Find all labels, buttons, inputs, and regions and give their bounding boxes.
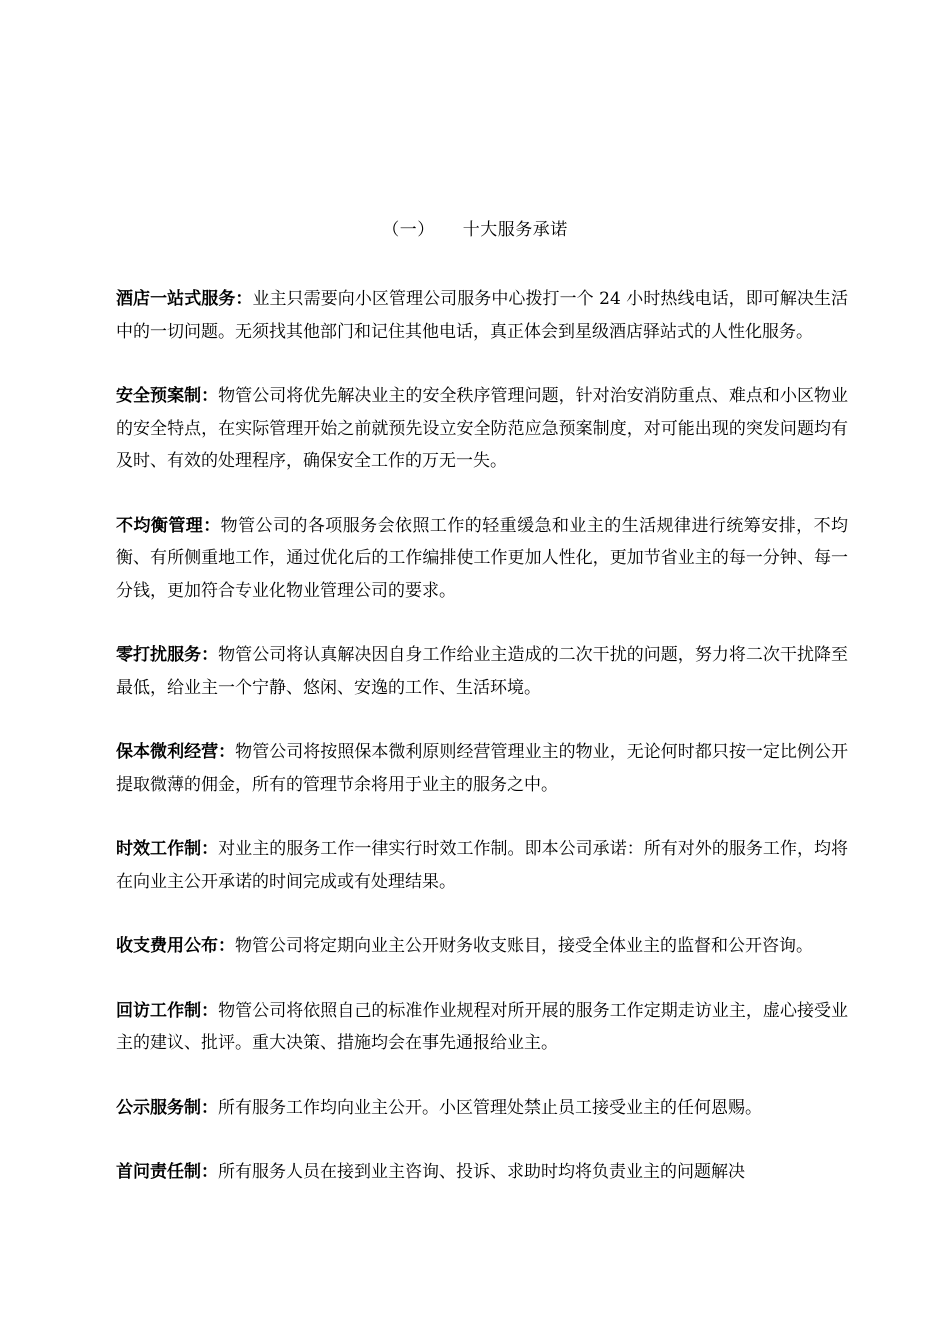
commitment-text: 物管公司将按照保本微利原则经营管理业主的物业，无论何时都只按一定比例公开提取微薄的佣金，所有的管理节余将用于业主的服务之中。 (116, 742, 849, 795)
commitment-text: 对业主的服务工作一律实行时效工作制。即本公司承诺：所有对外的服务工作，均将在向业主公开承诺的时间完成或有处理结果。 (116, 839, 849, 892)
section-title: 十大服务承诺 (462, 220, 568, 240)
commitment-item-zero-disturbance (116, 639, 848, 704)
commitment-text: 所有服务人员在接到业主咨询、投诉、求助时均将负责业主的问题解决 (218, 1162, 745, 1182)
commitment-item-unbalanced-management (116, 510, 848, 608)
commitment-text: 业主只需要向小区管理公司服务中心拨打一个 24 小时热线电话，即可解决生活中的一切问题。无须找其他部门和记住其他电话，真正体会到星级酒店驿站式的人性化服务。 (116, 289, 848, 342)
section-number: （一） (382, 220, 435, 240)
commitment-item-first-inquiry (116, 1156, 848, 1189)
commitment-item-low-profit (116, 736, 848, 801)
commitment-text: 所有服务工作均向业主公开。小区管理处禁止员工接受业主的任何恩赐。 (218, 1097, 762, 1118)
commitment-term: 首问责任制： (116, 1162, 218, 1182)
commitment-term: 公示服务制： (116, 1097, 218, 1118)
commitment-text: 物管公司将优先解决业主的安全秩序管理问题，针对治安消防重点、难点和小区物业的安全特点，在实际管理开始之前就预先设立安全防范应急预案制度，对可能出现的突发问题均有及时、有效的处理程序，确保安全工作的万无一失。 (116, 386, 849, 471)
commitment-item-one-stop (116, 283, 848, 348)
commitment-item-time-limit (116, 833, 848, 898)
commitment-term: 收支费用公布： (116, 936, 235, 956)
commitment-text: 物管公司将依照自己的标准作业规程对所开展的服务工作定期走访业主，虚心接受业主的建议、批评。重大决策、措施均会在事先通报给业主。 (116, 1000, 849, 1053)
commitment-term: 酒店一站式服务： (116, 289, 253, 309)
commitment-item-expense-disclosure (116, 930, 848, 963)
commitment-term: 保本微利经营： (116, 742, 236, 762)
section-heading (0, 218, 950, 242)
commitment-term: 安全预案制： (116, 386, 219, 406)
commitment-term: 时效工作制： (116, 839, 219, 859)
commitment-item-return-visit (116, 995, 848, 1060)
commitment-term: 不均衡管理： (116, 515, 221, 536)
commitment-text: 物管公司将定期向业主公开财务收支账目，接受全体业主的监督和公开咨询。 (235, 936, 813, 956)
commitment-text: 物管公司将认真解决因自身工作给业主造成的二次干扰的问题，努力将二次干扰降至最低，给业主一个宁静、悠闲、安逸的工作、生活环境。 (116, 645, 849, 698)
commitment-text: 物管公司的各项服务会依照工作的轻重缓急和业主的生活规律进行统筹安排，不均衡、有所侧重地工作，通过优化后的工作编排使工作更加人性化，更加节省业主的每一分钟、每一分钱，更加符合专业化物业管理公司的要求。 (116, 515, 849, 601)
commitment-item-safety-plan (116, 380, 848, 478)
commitment-list (116, 283, 848, 1221)
commitment-term: 回访工作制： (116, 1000, 219, 1021)
commitment-item-public-service (116, 1092, 848, 1125)
commitment-term: 零打扰服务： (116, 645, 219, 665)
